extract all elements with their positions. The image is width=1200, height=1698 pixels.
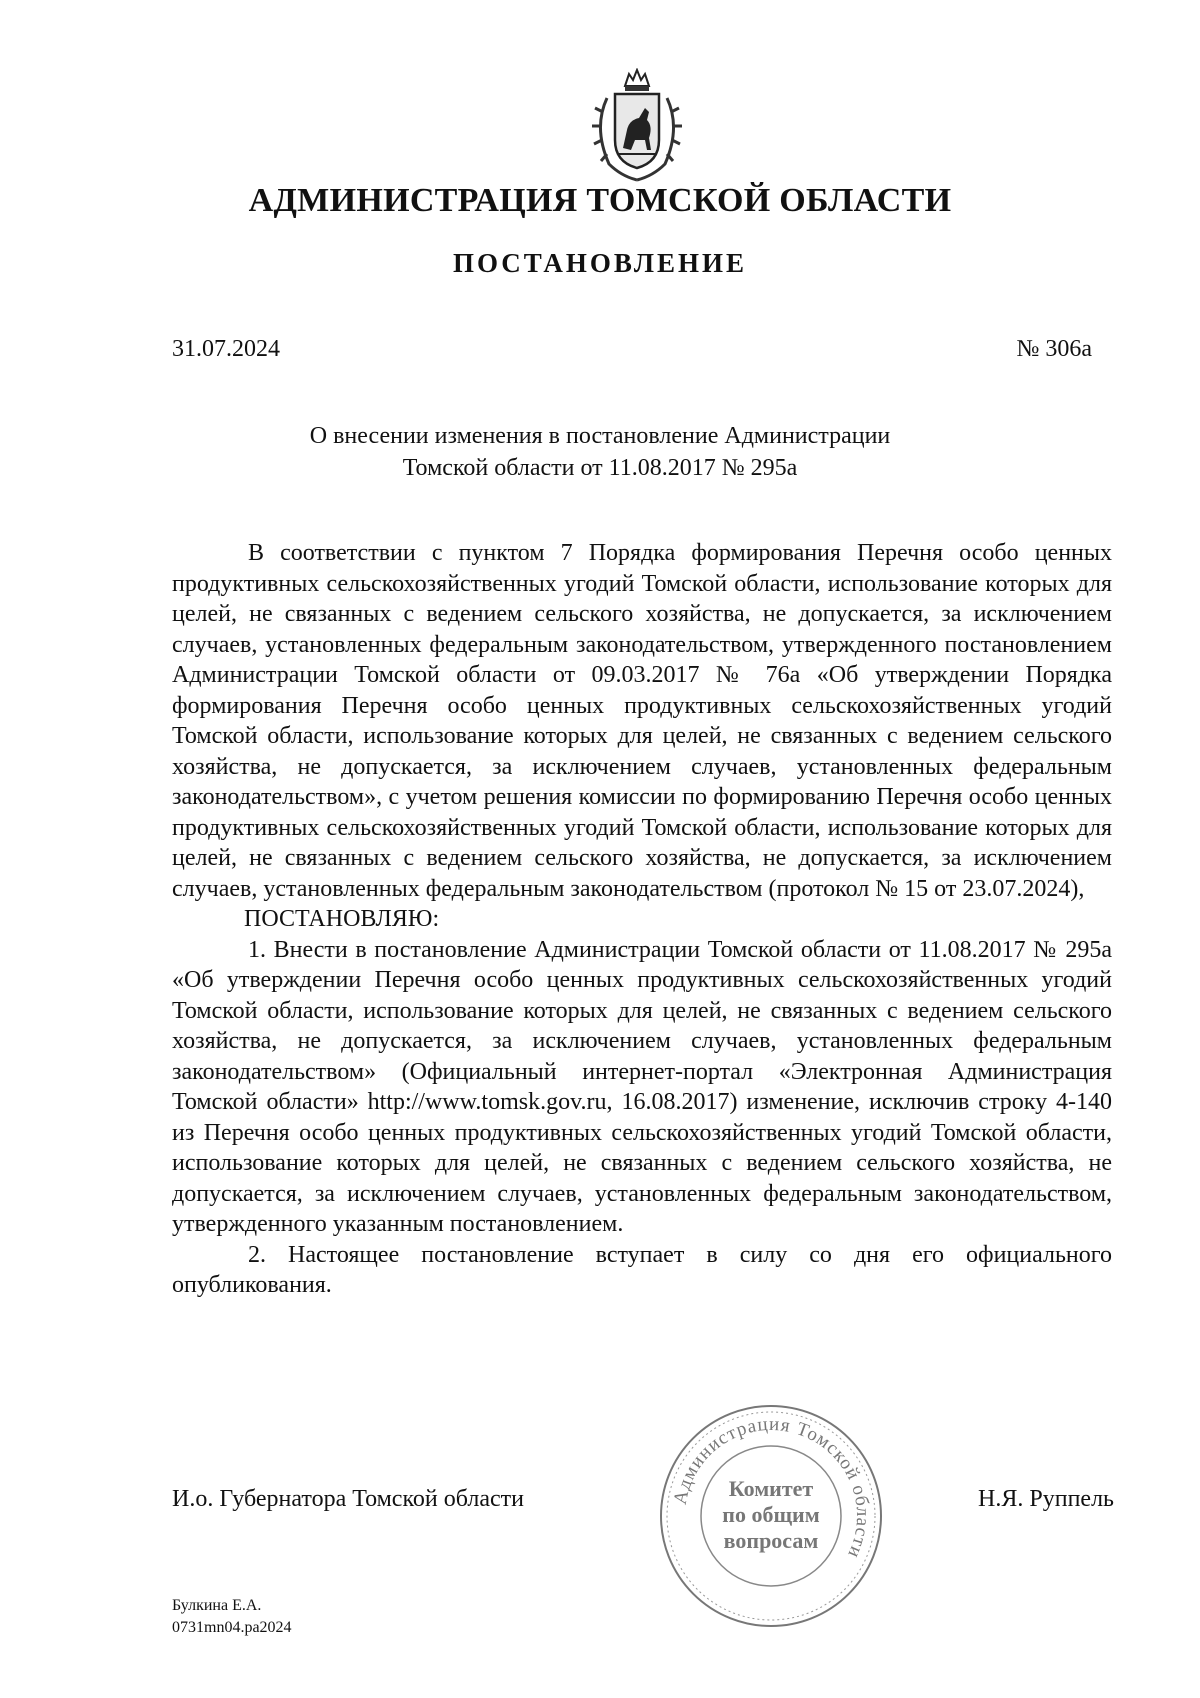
item-1-paragraph: 1. Внести в постановление Администрации Томской области от 11.08.2017 № 295а «Об утверждении Перечня особо ценных продуктивных сельскохозяйственных угодий Томской области, использование которых для целей, не связанных с ведением сельского хозяйства, не допускается, за исключением случаев, установленных федеральным законодательством» (Официальный интернет-портал «Электронная Администрация Томской области» http://www.tomsk.gov.ru, 16.08.2017) изменение, исключив строку 4-140 из Перечня особо ценных продуктивных сельскохозяйственных угодий Томской области, использование которых для целей, не связанных с ведением сельского хозяйства, не допускается, за исключением случаев, установленных федеральным законодательством, утвержденного указанным постановлением. bbox=[172, 936, 1112, 1237]
item-2-paragraph: 2. Настоящее постановление вступает в силу со дня его официального опубликования. bbox=[172, 1241, 1112, 1298]
stamp-line-2: по общим bbox=[722, 1502, 820, 1527]
subject-line-2: Томской области от 11.08.2017 № 295а bbox=[402, 455, 798, 481]
subject-line-1: О внесении изменения в постановление Администрации bbox=[309, 423, 891, 449]
coat-of-arms-icon bbox=[585, 68, 689, 184]
document-date: 31.07.2024 bbox=[172, 336, 280, 362]
signatory-name: Н.Я. Руппель bbox=[978, 1486, 1114, 1512]
executor-info bbox=[172, 1595, 292, 1639]
official-stamp bbox=[655, 1400, 887, 1632]
decree-heading: ПОСТАНОВЛЯЮ: bbox=[244, 906, 440, 932]
document-type: ПОСТАНОВЛЕНИЕ bbox=[452, 248, 748, 278]
stamp-line-3: вопросам bbox=[723, 1528, 819, 1553]
preamble-paragraph: В соответствии с пунктом 7 Порядка формирования Перечня особо ценных продуктивных сельскохозяйственных угодий Томской области, использование которых для целей, не связанных с ведением сельского хозяйства, не допускается, за исключением случаев, установленных федеральным законодательством, утвержденного постановлением Администрации Томской области от 09.03.2017 № 76а «Об утверждении Порядка формирования Перечня особо ценных продуктивных сельскохозяйственных угодий Томской области, использование которых для целей, не связанных с ведением сельского хозяйства, не допускается, за исключением случаев, установленных федеральным законодательством», с учетом решения комиссии по формированию Перечня особо ценных продуктивных сельскохозяйственных угодий Томской области, использование которых для целей, не связанных с ведением сельского хозяйства, не допускается, за исключением случаев, установленных федеральным законодательством (протокол № 15 от 23.07.2024), bbox=[172, 540, 1112, 902]
signatory-position: И.о. Губернатора Томской области bbox=[172, 1486, 524, 1512]
document-number: № 306а bbox=[1016, 336, 1092, 362]
organization-title: АДМИНИСТРАЦИЯ ТОМСКОЙ ОБЛАСТИ bbox=[248, 182, 952, 219]
stamp-ring-text: Администрация Томской области bbox=[669, 1413, 874, 1562]
stamp-line-1: Комитет bbox=[728, 1476, 814, 1501]
executor-file-code: 0731mn04.pa2024 bbox=[172, 1619, 292, 1636]
document-body bbox=[172, 538, 1112, 1301]
document-subject bbox=[0, 420, 1200, 484]
executor-name: Булкина Е.А. bbox=[172, 1597, 262, 1614]
